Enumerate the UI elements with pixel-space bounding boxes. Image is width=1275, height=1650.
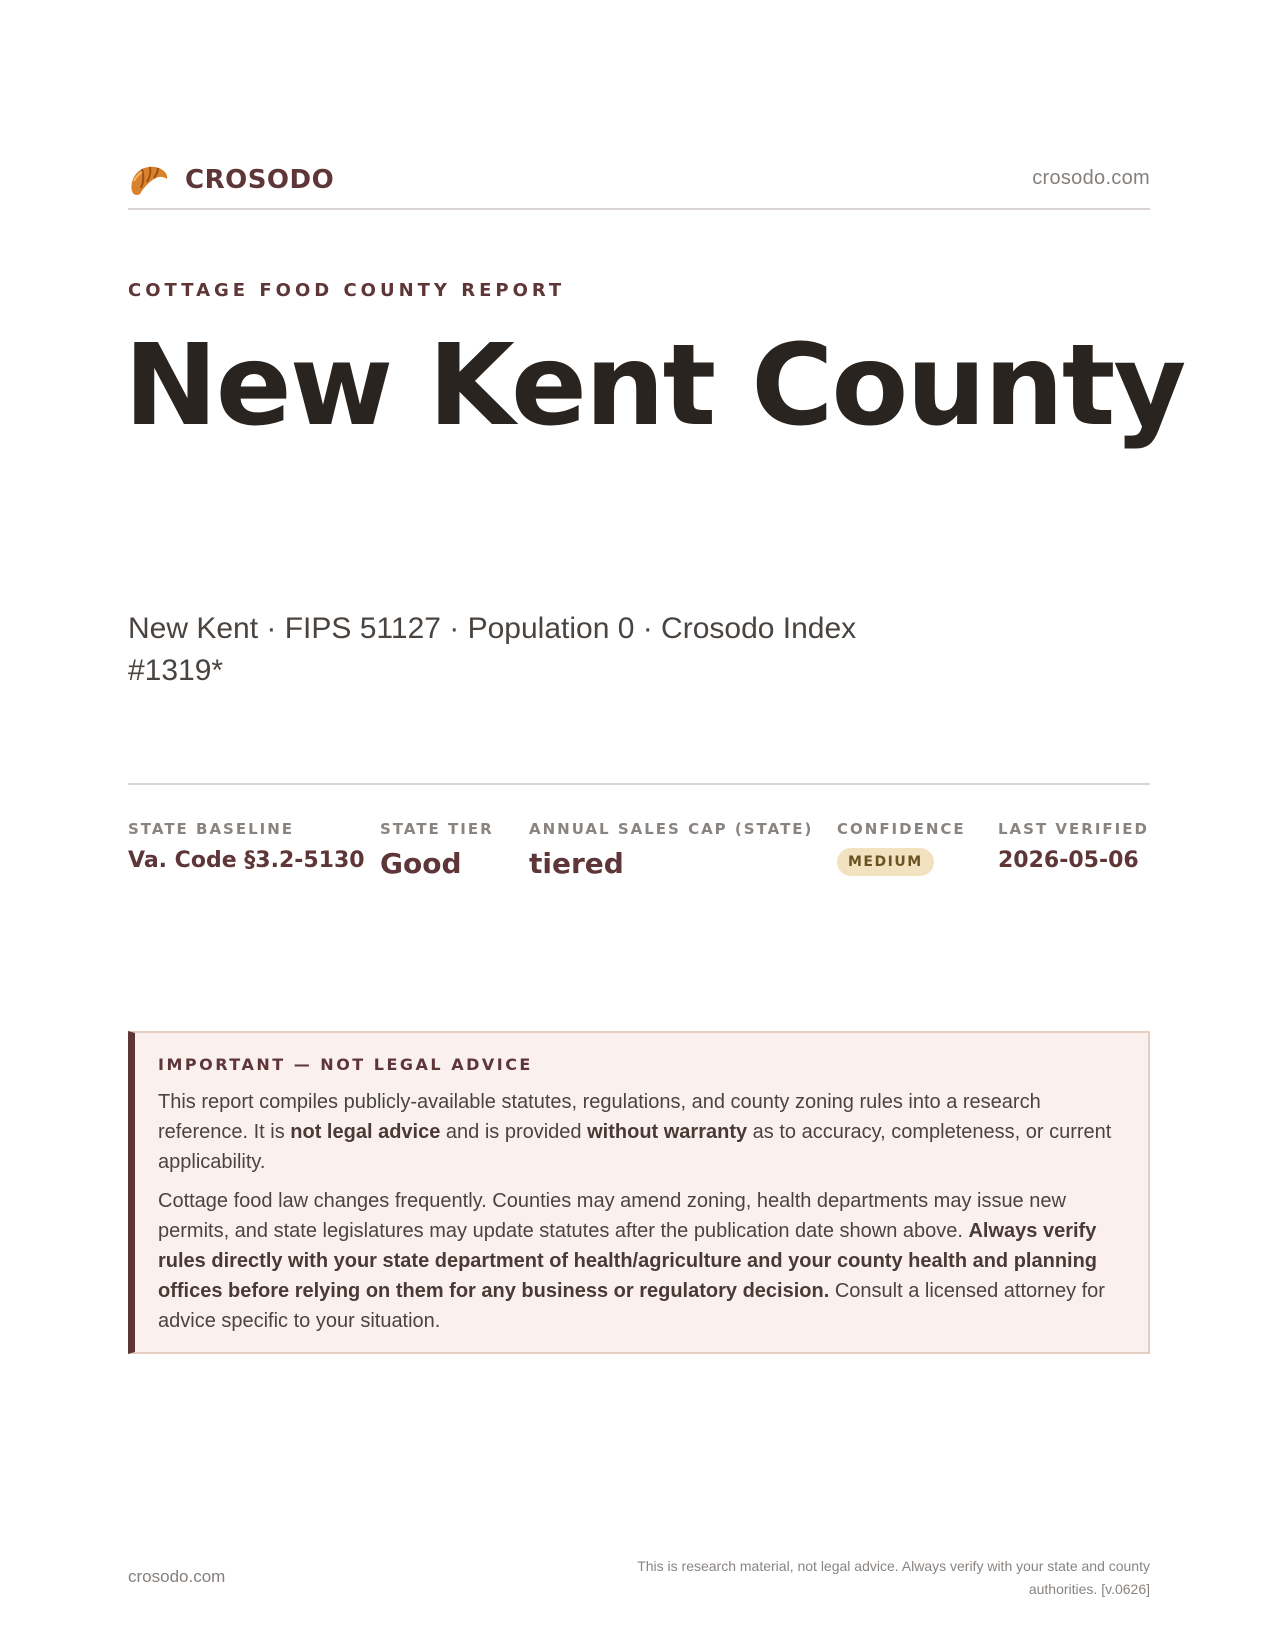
notice-emphasis: Always verify rules directly with your state department of health/agriculture and your county health and planning offices before relying on them for any business or regulatory decision.: [158, 1220, 1098, 1302]
site-url[interactable]: crosodo.com: [1032, 167, 1150, 189]
report-page: [124, 0, 1185, 1650]
brand-name: CROSODO: [185, 165, 335, 195]
stat-last-verified: [998, 820, 1149, 873]
stat-label: STATE TIER: [380, 820, 494, 838]
stat-label: LAST VERIFIED: [998, 820, 1149, 838]
notice-body: [158, 1087, 1128, 1336]
footer-site-url[interactable]: crosodo.com: [128, 1567, 226, 1586]
notice-emphasis: without warranty: [587, 1121, 748, 1143]
stat-value: tiered: [529, 847, 624, 880]
legal-notice: [128, 1031, 1150, 1354]
stat-value: Va. Code §3.2-5130: [128, 848, 365, 873]
stat-confidence: [837, 820, 966, 876]
stat-label: STATE BASELINE: [128, 820, 295, 838]
stat-state-baseline: [128, 820, 365, 873]
notice-title: IMPORTANT — NOT LEGAL ADVICE: [158, 1055, 533, 1074]
notice-text: This report compiles publicly-available statutes, regulations, and county zoning rules into a research reference. It is: [158, 1091, 1041, 1143]
stat-state-tier: [380, 820, 494, 880]
stat-value: Good: [380, 847, 462, 880]
confidence-badge: MEDIUM: [837, 848, 934, 876]
divider: [128, 783, 1150, 785]
page-header: [128, 158, 1150, 210]
report-subtitle: New Kent · FIPS 51127 · Population 0 · Crosodo Index #1319*: [128, 612, 857, 687]
brand[interactable]: [128, 161, 334, 199]
notice-text: as to accuracy, completeness, or current applicability.: [158, 1121, 1112, 1173]
notice-text: Cottage food law changes frequently. Counties may amend zoning, health departments may issue new permits, and state legislatures may update statutes after the publication date shown above.: [158, 1190, 1066, 1242]
stat-value: 2026-05-06: [998, 848, 1139, 873]
stat-label: ANNUAL SALES CAP (STATE): [529, 820, 814, 838]
croissant-icon: [128, 161, 170, 199]
notice-paragraph: [158, 1186, 1128, 1336]
notice-emphasis: not legal advice: [290, 1121, 441, 1143]
notice-text: Consult a licensed attorney for advice specific to your situation.: [158, 1280, 1105, 1332]
page-title: New Kent County: [124, 321, 1185, 451]
stat-label: CONFIDENCE: [837, 820, 966, 838]
notice-text: and is provided: [440, 1121, 588, 1143]
footer-disclaimer: This is research material, not legal advice. Always verify with your state and county authorities. [v.0626]: [637, 1558, 1150, 1597]
notice-paragraph: [158, 1087, 1128, 1177]
report-eyebrow: COTTAGE FOOD COUNTY REPORT: [128, 280, 566, 301]
stat-annual-sales-cap: [529, 820, 813, 880]
